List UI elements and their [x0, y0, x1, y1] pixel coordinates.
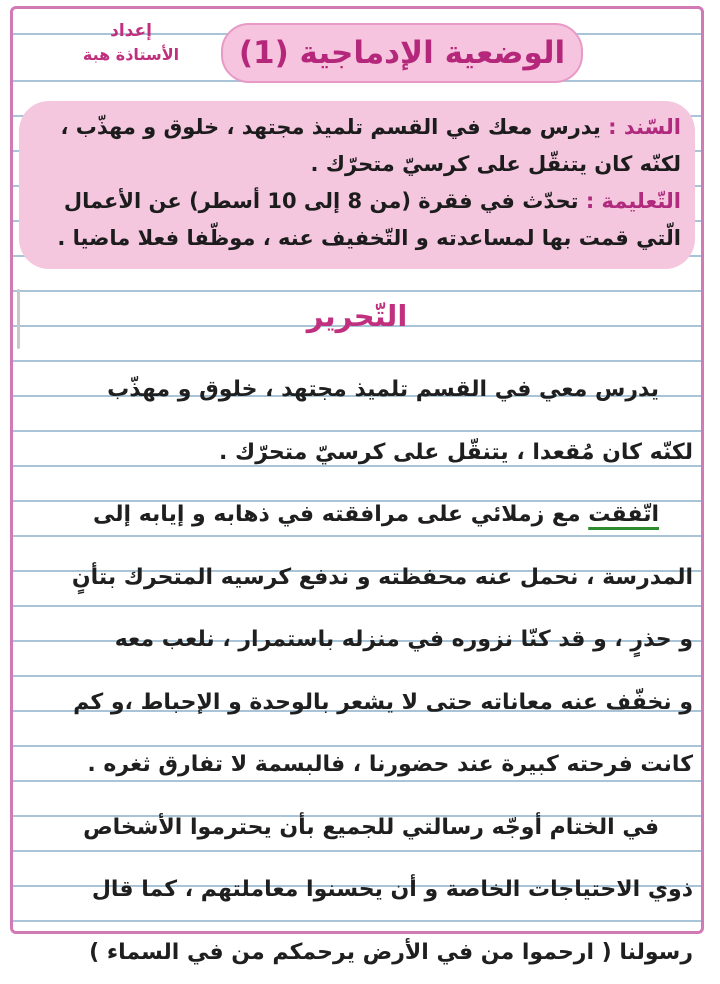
header [13, 17, 701, 87]
support-label: السّند : [608, 115, 681, 139]
page-title: الوضعية الإدماجية (1) [239, 35, 565, 71]
task-line-2: الّتي قمت بها لمساعدته و التّخفيف عنه ، موظّفا فعلا ماضيا . [33, 220, 681, 257]
task-label: التّعليمة : [586, 189, 681, 213]
essay-line-2: لكنّه كان مُقعدا ، يتنقّل على كرسيّ متحرّك . [21, 422, 693, 485]
title-banner [221, 23, 583, 83]
section-heading: التّحرير [13, 299, 701, 333]
task-text-1: تحدّث في فقرة (من 8 إلى 10 أسطر) عن الأعمال [64, 189, 579, 213]
task-line-1 [33, 183, 681, 220]
author-credit [71, 19, 191, 67]
support-line-1 [33, 109, 681, 146]
instructions-box [19, 101, 695, 269]
essay-line-7: كانت فرحته كبيرة عند حضورنا ، فالبسمة لا تفارق ثغره . [21, 734, 693, 797]
essay-line-1: يدرس معي في القسم تلميذ مجتهد ، خلوق و مهذّب [21, 359, 693, 422]
support-line-2: لكنّه كان يتنقّل على كرسيّ متحرّك . [33, 146, 681, 183]
essay-body [21, 359, 693, 984]
essay-line-5: و حذرٍ ، و قد كنّا نزوره في منزله باستمرار ، نلعب معه [21, 609, 693, 672]
essay-line-10: رسولنا ( ارحموا من في الأرض يرحمكم من في السماء ) [21, 922, 693, 984]
essay-line-8: في الختام أوجّه رسالتي للجميع بأن يحترموا الأشخاص [21, 797, 693, 860]
essay-line-3 [21, 484, 693, 547]
essay-line-9: ذوي الاحتياجات الخاصة و أن يحسنوا معاملتهم ، كما قال [21, 859, 693, 922]
essay-line-4: المدرسة ، نحمل عنه محفظته و ندفع كرسيه المتحرك بتأنٍ [21, 547, 693, 610]
author-name: الأستاذة هبة [71, 43, 191, 67]
essay-line-6: و نخفّف عنه معاناته حتى لا يشعر بالوحدة و الإحباط ،و كم [21, 672, 693, 735]
support-text-1: يدرس معك في القسم تلميذ مجتهد ، خلوق و مهذّب ، [60, 115, 600, 139]
worksheet-page [10, 6, 704, 934]
essay-line-3-rest: مع زملائي على مرافقته في ذهابه و إيابه إلى [93, 502, 588, 527]
author-prep-label: إعداد [71, 19, 191, 43]
underlined-past-verb: اتّفقت [588, 502, 659, 527]
